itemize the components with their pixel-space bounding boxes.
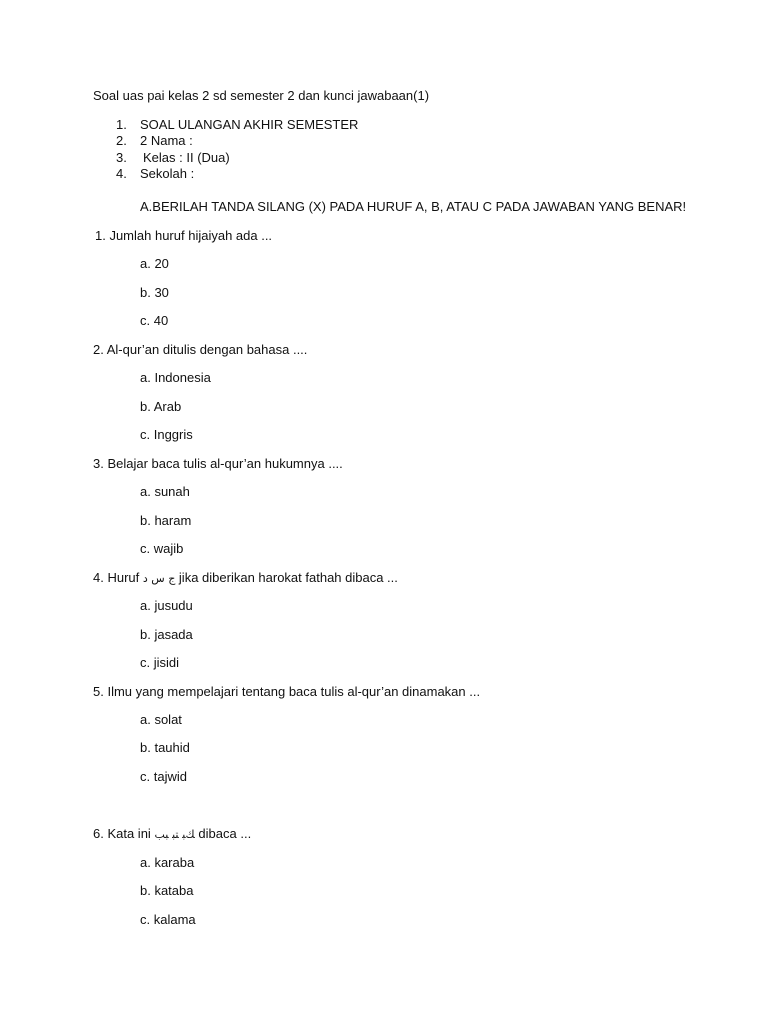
header-list-item: 2 Nama : <box>140 133 193 148</box>
question-text: 5. Ilmu yang mempelajari tentang baca tulis al-qur’an dinamakan ... <box>93 684 481 699</box>
arabic-letters: ج س د <box>142 572 176 585</box>
answer-option: a. 20 <box>140 256 169 271</box>
answer-option: a. jusudu <box>140 598 193 613</box>
answer-option: a. sunah <box>140 484 190 499</box>
answer-option: c. kalama <box>140 912 196 927</box>
answer-option: b. 30 <box>140 285 169 300</box>
instruction-text: A.BERILAH TANDA SILANG (X) PADA HURUF A, B, ATAU C PADA JAWABAN YANG BENAR! <box>140 199 687 214</box>
answer-option: a. solat <box>140 712 182 727</box>
question-suffix: jika diberikan harokat fathah dibaca ... <box>178 570 398 585</box>
answer-option: c. jisidi <box>140 655 180 670</box>
answer-option: c. Inggris <box>140 427 193 442</box>
answer-option: a. Indonesia <box>140 370 211 385</box>
document-title: Soal uas pai kelas 2 sd semester 2 dan kunci jawabaan(1) <box>93 88 430 103</box>
answer-option: b. jasada <box>140 627 193 642</box>
question-text <box>93 570 398 587</box>
header-list-item: Kelas : II (Dua) <box>143 150 230 165</box>
answer-option: c. tajwid <box>140 769 187 784</box>
header-list-item: SOAL ULANGAN AKHIR SEMESTER <box>140 117 359 132</box>
question-suffix: dibaca ... <box>198 826 252 841</box>
answer-option: b. Arab <box>140 399 182 414</box>
question-prefix: 4. Huruf <box>93 570 140 585</box>
question-text <box>93 826 251 843</box>
answer-option: c. 40 <box>140 313 169 328</box>
header-list-item: Sekolah : <box>140 166 195 181</box>
header-list-number: 2. <box>116 133 127 148</box>
answer-option: c. wajib <box>140 541 184 556</box>
arabic-word: ﻚﺒ ﺘﺒ ﺒﺐ <box>154 828 195 841</box>
question-text: 1. Jumlah huruf hijaiyah ada ... <box>95 228 273 243</box>
answer-option: b. tauhid <box>140 740 190 755</box>
question-text: 3. Belajar baca tulis al-qur’an hukumnya .... <box>93 456 343 471</box>
question-text: 2. Al-qur’an ditulis dengan bahasa .... <box>93 342 308 357</box>
header-list-number: 3. <box>116 150 127 165</box>
answer-option: b. kataba <box>140 883 194 898</box>
answer-option: b. haram <box>140 513 192 528</box>
header-list-number: 1. <box>116 117 127 132</box>
question-prefix: 6. Kata ini <box>93 826 151 841</box>
answer-option: a. karaba <box>140 855 195 870</box>
header-list-number: 4. <box>116 166 127 181</box>
